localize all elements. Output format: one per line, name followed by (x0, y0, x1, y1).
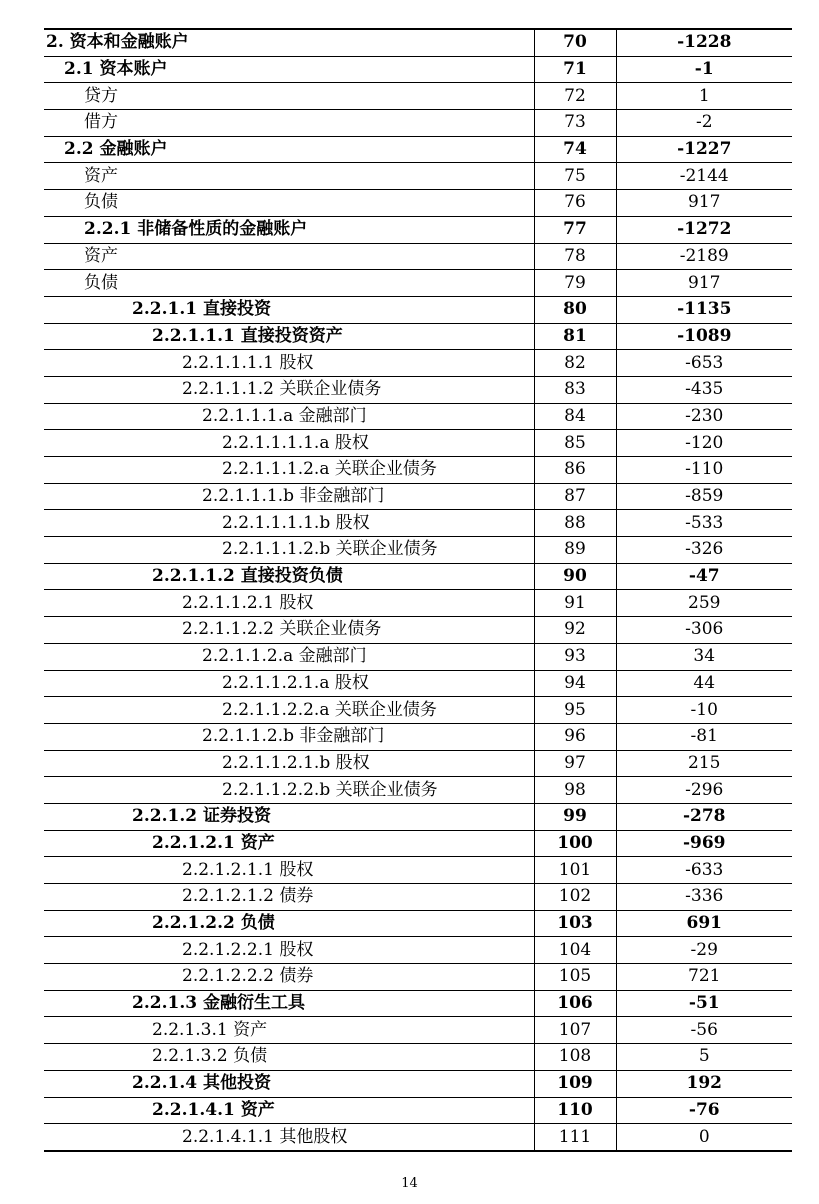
row-number: 95 (534, 697, 616, 724)
row-label: 2.2.1.3.2 负债 (44, 1044, 534, 1071)
row-number: 107 (534, 1017, 616, 1044)
row-label: 2.2.1.1.2.2 关联企业债务 (44, 617, 534, 644)
row-label: 2.2.1.1.1.1.a 股权 (44, 430, 534, 457)
row-number: 87 (534, 483, 616, 510)
row-number: 82 (534, 350, 616, 377)
row-number: 89 (534, 537, 616, 564)
row-label: 负债 (44, 270, 534, 297)
table-row (44, 643, 792, 670)
row-value: -278 (616, 803, 792, 830)
row-number: 81 (534, 323, 616, 350)
row-value: -633 (616, 857, 792, 884)
table-row (44, 590, 792, 617)
row-number: 111 (534, 1124, 616, 1151)
table-row (44, 1017, 792, 1044)
table-row (44, 1070, 792, 1097)
row-number: 99 (534, 803, 616, 830)
row-label: 资产 (44, 163, 534, 190)
row-number: 70 (534, 29, 616, 56)
table-row (44, 857, 792, 884)
row-label: 2.2.1.1.2.a 金融部门 (44, 643, 534, 670)
row-number: 84 (534, 403, 616, 430)
table-row (44, 350, 792, 377)
row-label: 2.2.1.1.2.1 股权 (44, 590, 534, 617)
row-label: 贷方 (44, 83, 534, 110)
table-row (44, 323, 792, 350)
row-label: 2.2 金融账户 (44, 136, 534, 163)
row-value: 0 (616, 1124, 792, 1151)
table-row (44, 563, 792, 590)
table-row (44, 216, 792, 243)
row-value: 721 (616, 964, 792, 991)
row-value: -435 (616, 376, 792, 403)
table-row (44, 163, 792, 190)
row-value: -56 (616, 1017, 792, 1044)
row-label: 2.2.1.1.1.2.a 关联企业债务 (44, 457, 534, 484)
row-value: 917 (616, 270, 792, 297)
row-number: 86 (534, 457, 616, 484)
row-number: 78 (534, 243, 616, 270)
table-row (44, 56, 792, 83)
table-row (44, 29, 792, 56)
row-number: 93 (534, 643, 616, 670)
table-row (44, 990, 792, 1017)
bop-table-container (44, 28, 792, 1152)
row-label: 2.2.1.1.2.1.b 股权 (44, 750, 534, 777)
table-row (44, 777, 792, 804)
row-value: -653 (616, 350, 792, 377)
table-row (44, 670, 792, 697)
row-label: 2.2.1.1 直接投资 (44, 296, 534, 323)
row-number: 105 (534, 964, 616, 991)
table-row (44, 910, 792, 937)
row-value: -110 (616, 457, 792, 484)
row-number: 80 (534, 296, 616, 323)
row-number: 73 (534, 110, 616, 137)
row-label: 2.2.1 非储备性质的金融账户 (44, 216, 534, 243)
row-value: -51 (616, 990, 792, 1017)
row-label: 2.2.1.4.1 资产 (44, 1097, 534, 1124)
row-value: -2189 (616, 243, 792, 270)
row-label: 2.2.1.2.1.1 股权 (44, 857, 534, 884)
row-label: 2.2.1.1.1 直接投资资产 (44, 323, 534, 350)
row-label: 资产 (44, 243, 534, 270)
row-number: 108 (534, 1044, 616, 1071)
row-label: 负债 (44, 190, 534, 217)
table-row (44, 83, 792, 110)
row-value: -1272 (616, 216, 792, 243)
row-value: -859 (616, 483, 792, 510)
row-number: 76 (534, 190, 616, 217)
row-label: 2.2.1.3.1 资产 (44, 1017, 534, 1044)
row-value: -47 (616, 563, 792, 590)
table-row (44, 884, 792, 911)
table-row (44, 1097, 792, 1124)
row-label: 2.2.1.1.1.1.b 股权 (44, 510, 534, 537)
table-row (44, 190, 792, 217)
row-number: 72 (534, 83, 616, 110)
row-value: -10 (616, 697, 792, 724)
row-value: -1228 (616, 29, 792, 56)
row-label: 2.2.1.1.2.2.a 关联企业债务 (44, 697, 534, 724)
row-value: -1 (616, 56, 792, 83)
row-value: -306 (616, 617, 792, 644)
row-value: 259 (616, 590, 792, 617)
table-row (44, 964, 792, 991)
row-number: 110 (534, 1097, 616, 1124)
row-value: -296 (616, 777, 792, 804)
row-value: 215 (616, 750, 792, 777)
table-row (44, 937, 792, 964)
table-row (44, 1124, 792, 1151)
row-label: 2.2.1.2.1.2 债券 (44, 884, 534, 911)
row-value: -1089 (616, 323, 792, 350)
table-row (44, 243, 792, 270)
table-row (44, 510, 792, 537)
row-label: 2.2.1.1.2.b 非金融部门 (44, 723, 534, 750)
row-label: 2.2.1.1.2.2.b 关联企业债务 (44, 777, 534, 804)
row-value: -1227 (616, 136, 792, 163)
row-label: 2.2.1.4.1.1 其他股权 (44, 1124, 534, 1151)
table-row (44, 803, 792, 830)
row-value: -1135 (616, 296, 792, 323)
row-value: -326 (616, 537, 792, 564)
row-label: 借方 (44, 110, 534, 137)
row-number: 92 (534, 617, 616, 644)
row-value: -2144 (616, 163, 792, 190)
row-value: -76 (616, 1097, 792, 1124)
row-number: 101 (534, 857, 616, 884)
table-row (44, 830, 792, 857)
row-number: 106 (534, 990, 616, 1017)
row-value: -120 (616, 430, 792, 457)
row-number: 98 (534, 777, 616, 804)
row-number: 90 (534, 563, 616, 590)
bop-table (44, 28, 792, 1152)
row-number: 88 (534, 510, 616, 537)
row-number: 71 (534, 56, 616, 83)
row-label: 2.2.1.1.2.1.a 股权 (44, 670, 534, 697)
row-number: 94 (534, 670, 616, 697)
row-label: 2.2.1.1.1.2 关联企业债务 (44, 376, 534, 403)
row-value: 192 (616, 1070, 792, 1097)
row-label: 2.2.1.2.2.2 债券 (44, 964, 534, 991)
table-row (44, 723, 792, 750)
table-row (44, 537, 792, 564)
row-value: -336 (616, 884, 792, 911)
row-number: 109 (534, 1070, 616, 1097)
row-number: 74 (534, 136, 616, 163)
row-label: 2.1 资本账户 (44, 56, 534, 83)
row-label: 2.2.1.2.1 资产 (44, 830, 534, 857)
row-value: -2 (616, 110, 792, 137)
bop-table-body (44, 29, 792, 1151)
table-row (44, 403, 792, 430)
row-number: 75 (534, 163, 616, 190)
table-row (44, 296, 792, 323)
row-number: 77 (534, 216, 616, 243)
row-label: 2.2.1.4 其他投资 (44, 1070, 534, 1097)
row-label: 2.2.1.2.2.1 股权 (44, 937, 534, 964)
row-label: 2.2.1.3 金融衍生工具 (44, 990, 534, 1017)
row-label: 2.2.1.1.1.b 非金融部门 (44, 483, 534, 510)
table-row (44, 1044, 792, 1071)
row-label: 2.2.1.1.1.1 股权 (44, 350, 534, 377)
row-value: -230 (616, 403, 792, 430)
row-label: 2.2.1.1.1.2.b 关联企业债务 (44, 537, 534, 564)
row-value: 691 (616, 910, 792, 937)
table-row (44, 136, 792, 163)
row-value: 917 (616, 190, 792, 217)
row-number: 100 (534, 830, 616, 857)
table-row (44, 430, 792, 457)
row-value: -29 (616, 937, 792, 964)
row-value: 34 (616, 643, 792, 670)
row-label: 2.2.1.1.1.a 金融部门 (44, 403, 534, 430)
row-label: 2.2.1.2 证券投资 (44, 803, 534, 830)
table-row (44, 483, 792, 510)
row-number: 91 (534, 590, 616, 617)
table-row (44, 270, 792, 297)
table-row (44, 750, 792, 777)
page-number: 14 (401, 1176, 418, 1191)
table-row (44, 697, 792, 724)
row-label: 2.2.1.2.2 负债 (44, 910, 534, 937)
table-row (44, 617, 792, 644)
row-number: 96 (534, 723, 616, 750)
row-label: 2. 资本和金融账户 (44, 29, 534, 56)
row-number: 104 (534, 937, 616, 964)
row-number: 85 (534, 430, 616, 457)
row-value: -533 (616, 510, 792, 537)
row-number: 102 (534, 884, 616, 911)
row-value: -81 (616, 723, 792, 750)
row-value: 44 (616, 670, 792, 697)
row-value: 5 (616, 1044, 792, 1071)
row-number: 83 (534, 376, 616, 403)
row-value: -969 (616, 830, 792, 857)
table-row (44, 110, 792, 137)
row-number: 79 (534, 270, 616, 297)
table-row (44, 376, 792, 403)
row-number: 103 (534, 910, 616, 937)
table-row (44, 457, 792, 484)
row-value: 1 (616, 83, 792, 110)
row-number: 97 (534, 750, 616, 777)
row-label: 2.2.1.1.2 直接投资负债 (44, 563, 534, 590)
